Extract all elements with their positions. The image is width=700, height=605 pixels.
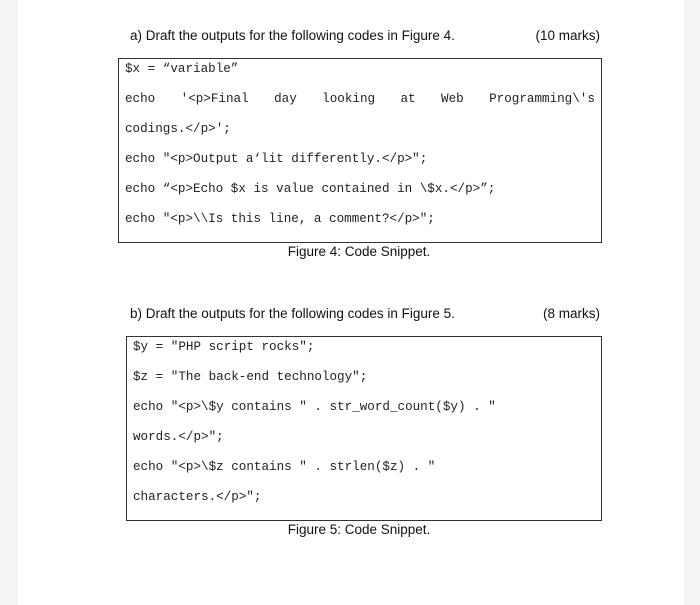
marks-b: (8 marks) — [543, 306, 600, 321]
marks-a: (10 marks) — [535, 28, 600, 43]
code-line: echo "<p>\$y contains " . str_word_count($y) . " — [133, 400, 496, 414]
code-line: codings.</p>'; — [125, 122, 231, 136]
code-snippet-figure-4 — [118, 58, 602, 243]
code-line: echo "<p>Output a‘lit differently.</p>"; — [125, 152, 428, 166]
question-a: a) Draft the outputs for the following codes in Figure 4. — [130, 28, 455, 43]
code-line: $x = “variable” — [125, 62, 239, 76]
code-word: looking — [322, 92, 376, 106]
code-line: echo "<p>\$z contains " . strlen($z) . " — [133, 460, 436, 474]
code-line-justified — [125, 91, 595, 107]
code-line: $z = "The back-end technology"; — [133, 370, 368, 384]
code-word: at — [400, 92, 416, 106]
code-word: echo — [125, 92, 156, 106]
code-line: characters.</p>"; — [133, 490, 262, 504]
code-line: echo “<p>Echo $x is value contained in \$x.</p>”; — [125, 182, 496, 196]
code-word: Programming\'s — [489, 92, 595, 106]
code-line: $y = "PHP script rocks"; — [133, 340, 315, 354]
code-line: echo "<p>\\Is this line, a comment?</p>"; — [125, 212, 435, 226]
code-word: '<p>Final — [180, 92, 249, 106]
figure-4-caption: Figure 4: Code Snippet. — [287, 244, 431, 259]
code-word: day — [274, 92, 297, 106]
question-b: b) Draft the outputs for the following codes in Figure 5. — [130, 306, 455, 321]
code-snippet-figure-5 — [126, 336, 602, 521]
figure-5-caption: Figure 5: Code Snippet. — [287, 522, 431, 537]
document-page — [18, 0, 684, 605]
code-line: words.</p>"; — [133, 430, 224, 444]
code-word: Web — [441, 92, 464, 106]
